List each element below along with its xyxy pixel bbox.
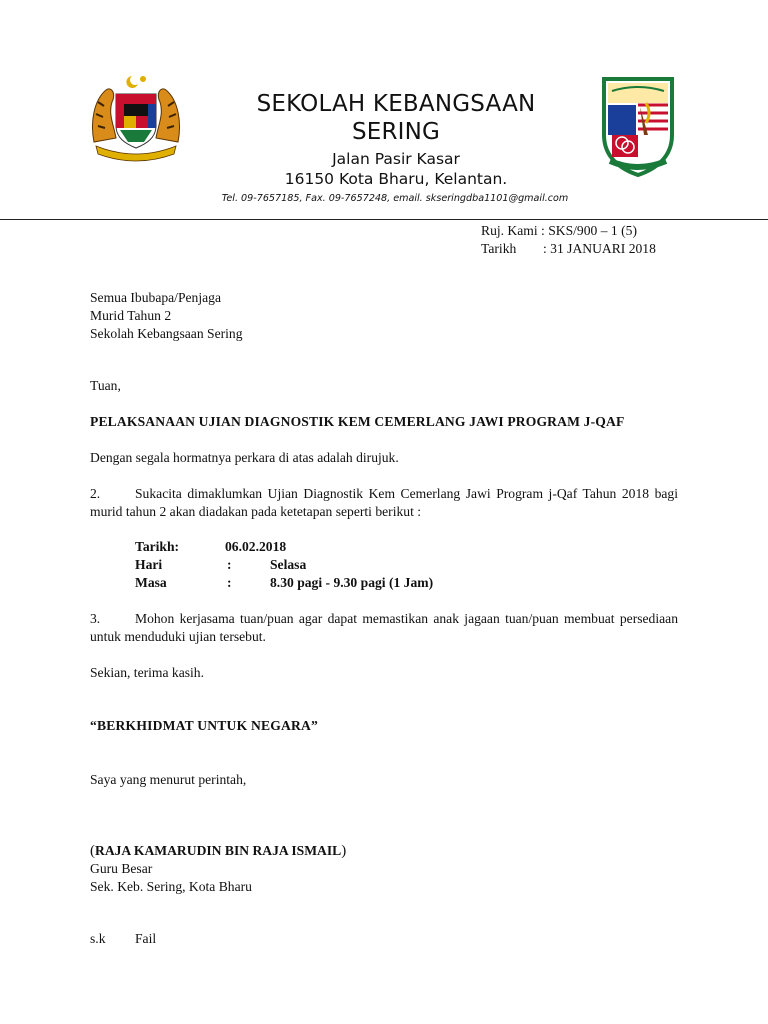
contact-line: Tel. 09-7657185, Fax. 09-7657248, email. skseringdba1101@gmail.com bbox=[221, 193, 569, 204]
cc-value: Fail bbox=[135, 931, 157, 946]
schedule-day-label: Hari bbox=[135, 557, 163, 572]
address-line-1: Jalan Pasir Kasar bbox=[332, 150, 460, 168]
motto-line: “BERKHIDMAT UNTUK NEGARA” bbox=[90, 718, 319, 733]
recipient-line: Semua Ibubapa/Penjaga bbox=[90, 290, 221, 305]
date-line bbox=[481, 240, 751, 258]
schedule-time-row bbox=[135, 574, 635, 592]
reference-line bbox=[481, 222, 751, 240]
paragraph-3-text: Mohon kerjasama tuan/puan agar dapat memastikan anak jagaan tuan/puan membuat persediaan untuk menduduki ujian tersebut. bbox=[90, 611, 678, 644]
paragraph-2-number: 2. bbox=[90, 486, 101, 501]
schedule-day-value: Selasa bbox=[270, 557, 307, 572]
schedule-time-value: 8.30 pagi - 9.30 pagi (1 Jam) bbox=[270, 575, 434, 590]
signatory-name: RAJA KAMARUDIN BIN RAJA ISMAIL bbox=[95, 843, 342, 858]
school-name-line-1: SEKOLAH KEBANGSAAN bbox=[256, 91, 536, 117]
schedule-date-value: 06.02.2018 bbox=[225, 539, 287, 554]
schedule-day-row bbox=[135, 556, 635, 574]
address-line-2: 16150 Kota Bharu, Kelantan. bbox=[284, 170, 508, 188]
recipient-line: Murid Tahun 2 bbox=[90, 308, 172, 323]
letter-subject: PELAKSANAAN UJIAN DIAGNOSTIK KEM CEMERLANG JAWI PROGRAM J-QAF bbox=[90, 414, 625, 429]
letterhead-divider bbox=[0, 219, 768, 220]
paragraph-3 bbox=[90, 610, 678, 646]
recipient-line: Sekolah Kebangsaan Sering bbox=[90, 326, 243, 341]
obedient-line: Saya yang menurut perintah, bbox=[90, 772, 247, 787]
paragraph-2-text: Sukacita dimaklumkan Ujian Diagnostik Kem Cemerlang Jawi Program j-Qaf Tahun 2018 bagi murid tahun 2 akan diadakan pada ketetapan seperti berikut : bbox=[90, 486, 678, 519]
cc-label: s.k bbox=[90, 931, 106, 946]
signatory-block bbox=[90, 842, 540, 896]
reference-block bbox=[481, 222, 751, 258]
paragraph-1: Dengan segala hormatnya perkara di atas adalah dirujuk. bbox=[90, 450, 399, 465]
schedule-date-row bbox=[135, 538, 635, 556]
schedule-day-colon: : bbox=[227, 557, 232, 572]
paragraph-2 bbox=[90, 485, 678, 521]
signatory-paren-open: ( bbox=[90, 843, 95, 859]
signatory-school: Sek. Keb. Sering, Kota Bharu bbox=[90, 879, 252, 894]
paragraph-3-number: 3. bbox=[90, 611, 101, 626]
signatory-name-line bbox=[90, 842, 540, 860]
schedule-time-colon: : bbox=[227, 575, 232, 590]
date-value: : 31 JANUARI 2018 bbox=[543, 241, 656, 256]
schedule-time-label: Masa bbox=[135, 575, 167, 590]
recipient-block bbox=[90, 289, 490, 343]
closing-line: Sekian, terima kasih. bbox=[90, 665, 205, 680]
reference-label: Ruj. Kami bbox=[481, 223, 538, 238]
date-label: Tarikh bbox=[481, 241, 517, 256]
reference-value: : SKS/900 – 1 (5) bbox=[541, 223, 637, 238]
schedule-date-label: Tarikh: bbox=[135, 539, 180, 554]
cc-line bbox=[90, 930, 290, 948]
salutation: Tuan, bbox=[90, 378, 121, 393]
signatory-title: Guru Besar bbox=[90, 861, 153, 876]
school-name-line-2: SERING bbox=[351, 119, 441, 145]
signatory-paren-close: ) bbox=[341, 843, 347, 859]
schedule-block bbox=[135, 538, 635, 592]
